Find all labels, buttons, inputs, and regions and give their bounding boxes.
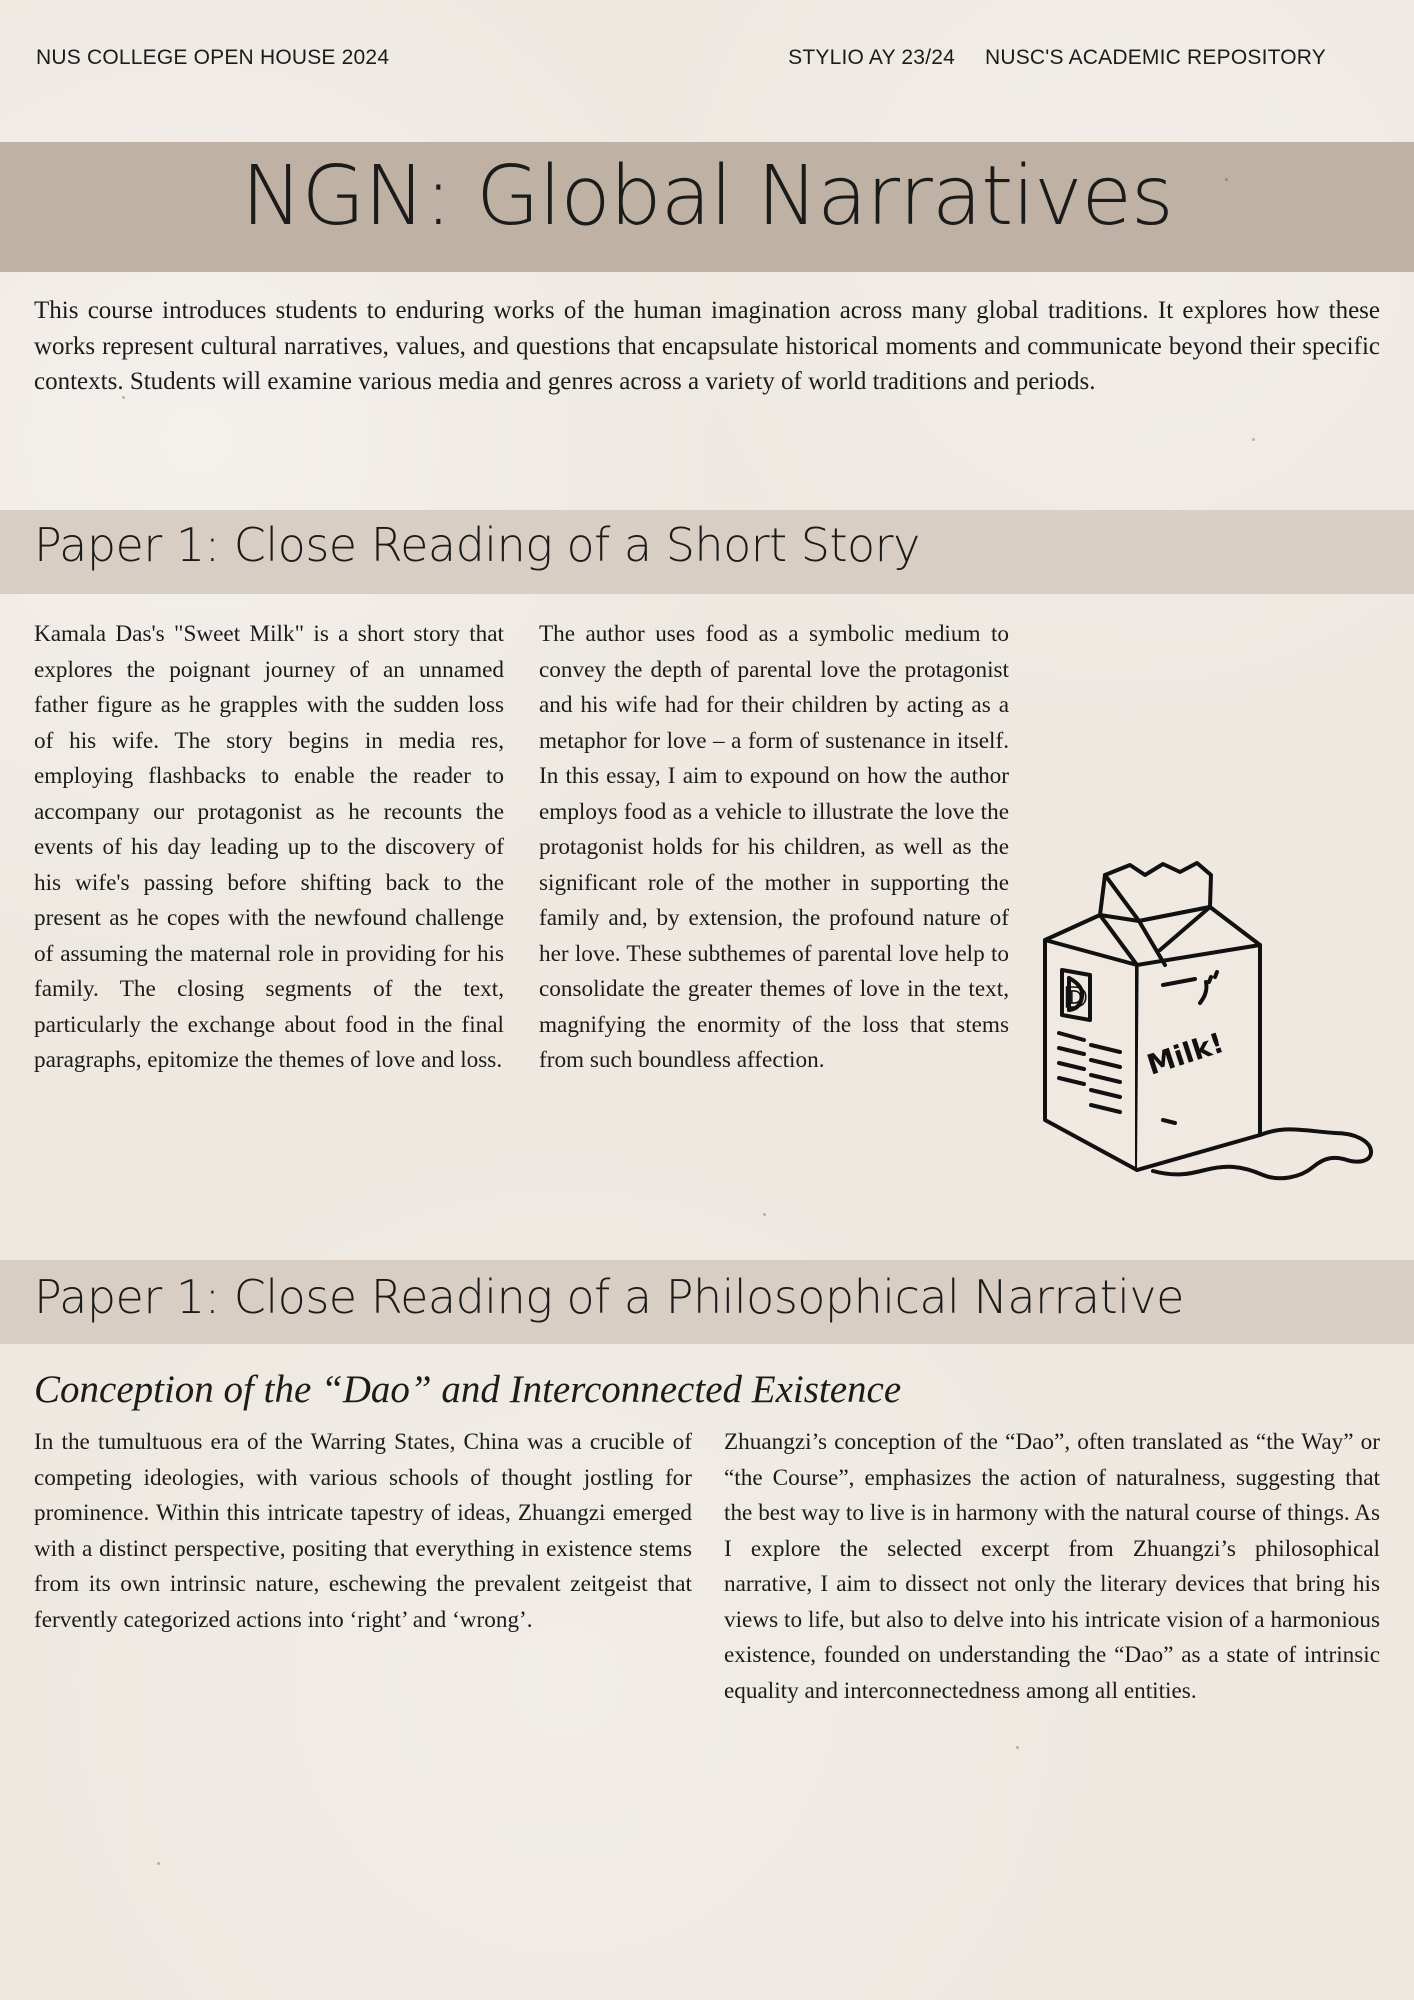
paper2-column-1: In the tumultuous era of the Warring States, China was a crucible of competing ideologies, with various schools of thought jostling for prominence. Within this intricate tapestry of ideas, Zhuangzi emerged with a distinct perspective, positing that everything in existence stems from its own intrinsic nature, eschewing the prevalent zeitgeist that fervently categorized actions into ‘right’ and ‘wrong’. (34, 1429, 692, 1633)
paper1-column-2: The author uses food as a symbolic medium to convey the depth of parental love the protagonist and his wife had for their children by acting as a metaphor for love – a form of sustenance in itself. In this essay, I aim to expound on how the author employs food as a vehicle to illustrate the love the protagonist holds for his children, as well as the significant role of the mother in supporting the family and, by extension, the profound nature of her love. These subthemes of parental love help to consolidate the greater themes of love in the text, magnifying the enormity of the loss that stems from such boundless affection. (539, 621, 1009, 1073)
milk-label: Milk! (1142, 1026, 1228, 1082)
paper2-title: Paper 1: Close Reading of a Philosophical Narrative (34, 1270, 1184, 1324)
top-header (36, 46, 1378, 78)
paper-speckle (1225, 178, 1228, 181)
paper1-title: Paper 1: Close Reading of a Short Story (34, 518, 920, 572)
course-introduction: This course introduces students to enduring works of the human imagination across many global traditions. It explores how these works represent cultural narratives, values, and questions that encapsulate historical moments and communicate beyond their specific contexts. Students will examine various media and genres across a variety of world traditions and periods. (34, 297, 1380, 395)
paper-speckle (1016, 1746, 1019, 1749)
paper-speckle (1252, 438, 1255, 441)
paper2-subtitle: Conception of the “Dao” and Interconnected Existence (34, 1368, 902, 1411)
paper-speckle (122, 396, 125, 399)
page-title: NGN: Global Narratives (241, 149, 1173, 244)
paper-speckle (157, 1862, 160, 1865)
header-repository-text: NUSC'S ACADEMIC REPOSITORY (984, 46, 1326, 69)
paper-speckle (763, 1213, 766, 1216)
paper2-column-2: Zhuangzi’s conception of the “Dao”, often translated as “the Way” or “the Course”, emphasizes the action of naturalness, suggesting that the best way to live is in harmony with the natural course of things. As I explore the selected excerpt from Zhuangzi’s philosophical narrative, I aim to dissect not only the literary devices that bring his views to life, but also to delve into his intricate vision of a harmonious existence, founded on understanding the “Dao” as a state of intrinsic equality and interconnectedness among all entities. (724, 1429, 1380, 1704)
header-left-text: NUS COLLEGE OPEN HOUSE 2024 (36, 46, 390, 69)
paper1-column-1: Kamala Das's "Sweet Milk" is a short story that explores the poignant journey of an unnamed father figure as he grapples with the sudden loss of his wife. The story begins in media res, employing flashbacks to enable the reader to accompany our protagonist as he recounts the events of his day leading up to the discovery of his wife's passing before shifting back to the present as he copes with the newfound challenge of assuming the maternal role in providing for his family. The closing segments of the text, particularly the exchange about food in the final paragraphs, epitomize the themes of love and loss. (34, 621, 504, 1073)
header-stylio-text: STYLIO AY 23/24 (788, 46, 955, 69)
carton-letter: D (1064, 981, 1088, 1014)
header-right-group (788, 46, 1326, 70)
milk-carton-illustration (1035, 845, 1385, 1195)
